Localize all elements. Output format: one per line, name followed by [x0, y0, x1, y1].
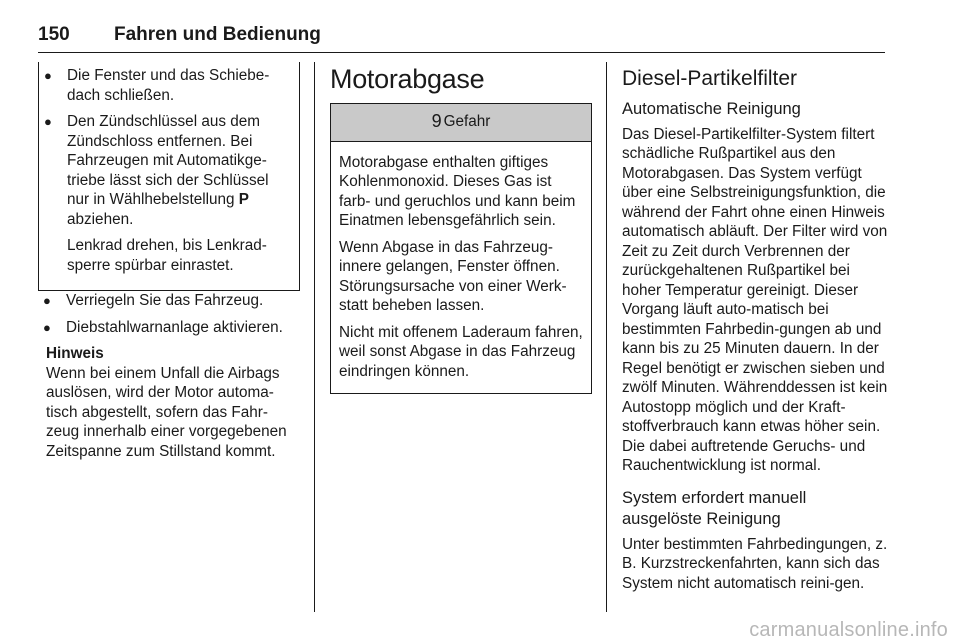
paragraph: Wenn Abgase in das Fahrzeug-innere gelangen, Fenster öffnen. Störungsursache von einer Werk-statt beheben lassen. — [339, 238, 567, 314]
page-header — [38, 22, 885, 53]
bullet-icon: ● — [44, 68, 52, 83]
column-middle — [330, 62, 592, 394]
column-right — [622, 62, 888, 602]
column-divider — [606, 62, 607, 612]
column-left — [38, 62, 300, 461]
list-item-text: Diebstahlwarnanlage aktivieren. — [66, 318, 283, 336]
note-text: Wenn bei einem Unfall die Airbags auslösen, wird der Motor automa-tisch abgestellt, sofern das Fahr-zeug innerhalb einer vorgegebenen Zeitspanne zum Stillstand kommt. — [46, 364, 287, 460]
list-item-text: Die Fenster und das Schiebe-dach schließen. — [67, 67, 270, 104]
bullet-icon: ● — [43, 293, 51, 308]
heading-diesel-partikelfilter: Diesel-Partikelfilter — [622, 67, 798, 90]
list-item-text: Den Zündschlüssel aus dem Zündschloss entfernen. Bei Fahrzeugen mit Automatikge-triebe lässt sich der Schlüssel nur in Wählhebelstellung — [67, 113, 269, 208]
danger-header — [331, 104, 591, 142]
page-number: 150 — [38, 24, 70, 45]
note-title: Hinweis — [46, 345, 104, 362]
subheading-automatic-cleaning: Automatische Reinigung — [622, 99, 801, 118]
paragraph: Das Diesel-Partikelfilter-System filtert schädliche Rußpartikel aus den Motorabgasen. Das System verfügt über eine Selbstreinigungsfunktion, die während der Fahrt ohne einen Hinweis automatisch abläuft. Der Filter wird von Zeit zu Zeit durch Verbrennen der zurückgehaltenen Rußpartikel bei hoher Temperatur gereinigt. Dieser Vorgang läuft auto-matisch bei bestimmten Fahrbedin-gungen ab und kann bis zu 25 Minuten dauern. In der Regel benötigt er zwischen sieben und zwölf Minuten. Währenddessen ist kein Autostopp möglich und der Kraft-stoffverbrauch kann etwas höher sein. Die dabei auftretende Geruchs- und Rauchentwicklung ist normal. — [622, 125, 888, 474]
list-item — [38, 291, 300, 311]
heading-motorabgase: Motorabgase — [330, 64, 485, 94]
bullet-icon: ● — [44, 114, 52, 129]
list-item-paragraph: Lenkrad drehen, bis Lenkrad-sperre spürbar einrastet. — [67, 237, 267, 274]
warning-triangle-icon: 9 — [431, 111, 442, 132]
bullet-icon: ● — [43, 319, 51, 335]
paragraph: Motorabgase enthalten giftiges Kohlenmonoxid. Dieses Gas ist farb- und geruchlos und kann beim Einatmen lebensgefährlich sein. — [339, 153, 576, 229]
list-item — [39, 66, 291, 105]
danger-body — [331, 142, 591, 394]
danger-label: Gefahr — [443, 113, 491, 131]
danger-box — [330, 103, 592, 395]
gear-position-p: P — [238, 191, 249, 208]
continuation-box — [38, 62, 300, 291]
list-item-text: Verriegeln Sie das Fahrzeug. — [66, 292, 264, 309]
subheading-manual-cleaning: System erfordert manuell ausgelöste Reinigung — [622, 488, 807, 528]
list-item — [39, 112, 291, 275]
list-item-text: abziehen. — [67, 210, 134, 228]
section-title: Fahren und Bedienung — [114, 24, 321, 45]
list-item — [38, 318, 300, 338]
paragraph: Nicht mit offenem Laderaum fahren, weil sonst Abgase in das Fahrzeug eindringen können. — [339, 323, 583, 380]
column-divider — [314, 62, 315, 612]
paragraph: Unter bestimmten Fahrbedingungen, z. B. Kurzstreckenfahrten, kann sich das System nicht automatisch reini-gen. — [622, 535, 888, 592]
watermark: carmanualsonline.info — [749, 619, 948, 641]
